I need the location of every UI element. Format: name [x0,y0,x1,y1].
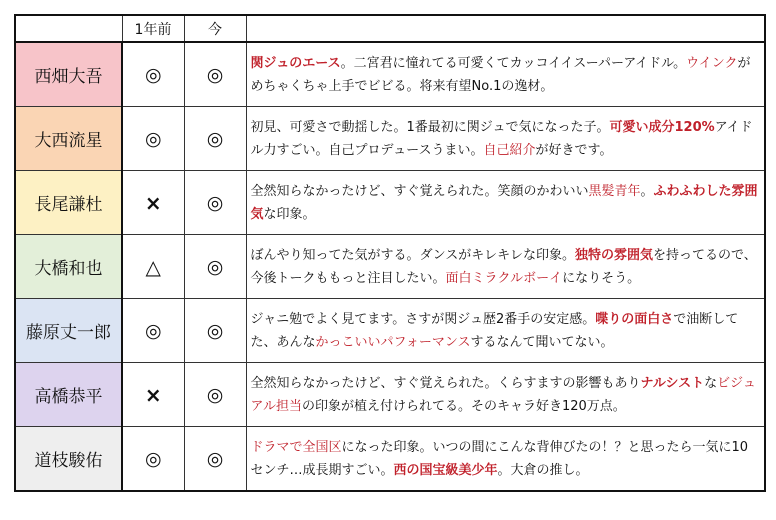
comment-text: 初見、可愛さで動揺した。1番最初に関ジュで気になった子。 [250,119,610,135]
comment-text: 全然知らなかったけど、すぐ覚えられた。笑顔のかわいい [250,183,589,199]
member-name-cell: 藤原丈一郎 [15,299,122,363]
header-now-cell: 今 [184,15,246,42]
comment-text: 。二宮君に憧れてる可愛くてカッコイイスーパーアイドル。 [340,55,687,71]
comment-text: 。 [640,183,654,199]
member-name-cell: 大西流星 [15,107,122,171]
rating-now-cell: ◎ [184,427,246,492]
comment-text: で油断してた、あんな [250,311,739,350]
member-row [15,299,765,363]
highlight-text: 西の国宝級美少年 [393,462,498,478]
highlight-text: 関ジュのエース [250,55,341,71]
comment-text: になった印象。いつの間にこんな背伸びたの！？と思ったら一気に10センチ…成長期すごい。 [250,439,749,478]
highlight-text: かっこいいパフォーマンス [315,334,471,350]
comment-cell [246,427,765,492]
member-name-cell: 大橋和也 [15,235,122,299]
comment-text: ぼんやり知ってた気がする。ダンスがキレキレな印象。 [250,247,575,263]
highlight-text: ビジュアル担当 [250,375,756,414]
rating-before-cell: ◎ [122,299,184,363]
member-row [15,427,765,492]
header-before-cell: 1年前 [122,15,184,42]
rating-now-cell: ◎ [184,107,246,171]
comment-cell [246,107,765,171]
comment-text: を持ってるので、今後トークももっと注目したい。 [250,247,757,286]
comment-text: ジャニ勉でよく見てます。さすが関ジュ歴2番手の安定感。 [250,311,596,327]
comment-text: するなんて聞いてない。 [470,334,614,350]
member-row [15,107,765,171]
member-row [15,235,765,299]
highlight-text: ウインク [686,55,738,71]
rating-now-cell: ◎ [184,299,246,363]
rating-before-cell: ◎ [122,42,184,107]
comment-cell [246,363,765,427]
highlight-text: ふわふわした雰囲気 [250,183,758,222]
member-name-cell: 西畑大吾 [15,42,122,107]
comment-text: の印象が植え付けられてる。そのキャラ好き120万点。 [301,398,626,414]
comment-cell [246,299,765,363]
rating-now-cell: ◎ [184,42,246,107]
comment-text: な [704,375,718,391]
member-name-cell: 道枝駿佑 [15,427,122,492]
comment-text: 全然知らなかったけど、すぐ覚えられた。くらすますの影響もあり [250,375,641,391]
highlight-text: 喋りの面白さ [595,311,674,327]
highlight-text: 可愛い成分120% [609,119,715,135]
comment-text: が好きです。 [535,142,613,158]
highlight-text: 面白ミラクルボーイ [445,270,563,286]
rating-before-cell: ◎ [122,427,184,492]
comment-cell [246,171,765,235]
highlight-text: 黒髪青年 [588,183,641,199]
highlight-text: 独特の雰囲気 [574,247,653,263]
rating-before-cell: △ [122,235,184,299]
comment-cell [246,235,765,299]
comment-text: になりそう。 [562,270,641,286]
member-row [15,42,765,107]
comment-text: アイドル力すごい。自己プロデュースうまい。 [250,119,753,158]
rating-now-cell: ◎ [184,363,246,427]
header-comment-cell [246,15,765,42]
comment-text: 。大倉の推し。 [497,462,589,478]
header-name-cell [15,15,122,42]
rating-now-cell: ◎ [184,235,246,299]
member-impression-table [14,14,766,492]
member-row [15,363,765,427]
rating-before-cell: ◎ [122,107,184,171]
highlight-text: ドラマで全国区 [250,439,342,455]
highlight-text: ナルシスト [640,375,705,391]
member-name-cell: 高橋恭平 [15,363,122,427]
member-row [15,171,765,235]
highlight-text: 自己紹介 [483,142,536,158]
comment-text: がめちゃくちゃ上手でビビる。将来有望No.1の逸材。 [250,55,751,94]
member-name-cell: 長尾謙杜 [15,171,122,235]
comment-text: な印象。 [263,206,316,222]
rating-before-cell: × [122,363,184,427]
header-row [15,15,765,42]
rating-before-cell: × [122,171,184,235]
comment-cell [246,42,765,107]
rating-now-cell: ◎ [184,171,246,235]
